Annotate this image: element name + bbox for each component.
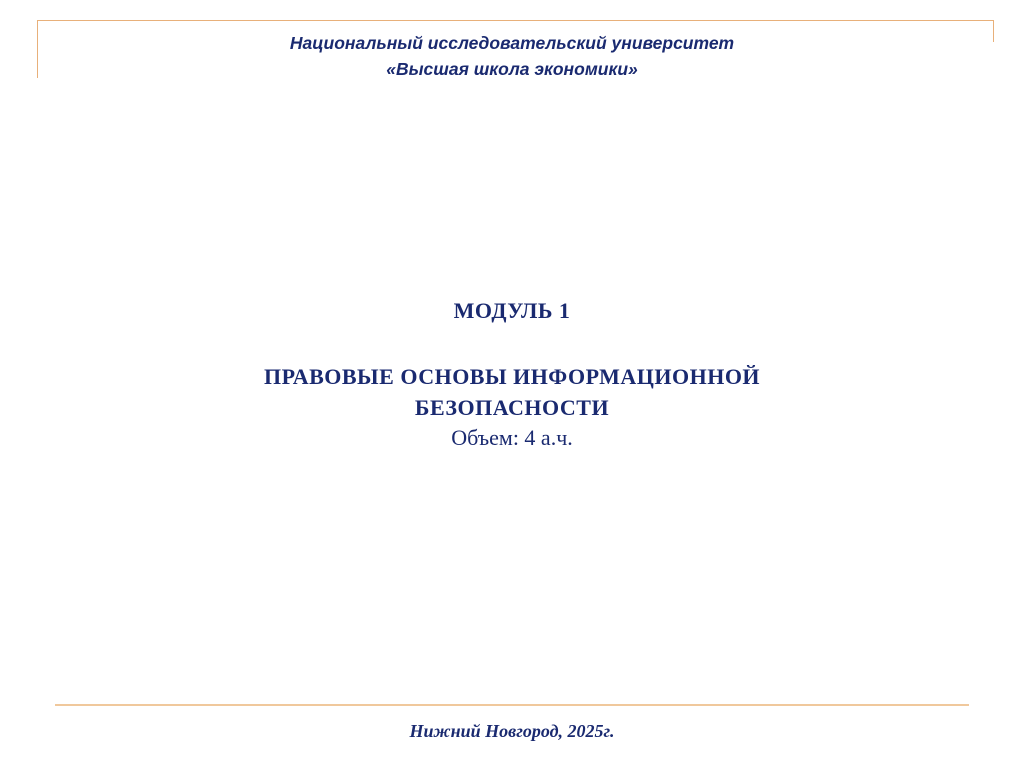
slide-main-content	[0, 297, 1024, 453]
module-number: МОДУЛЬ 1	[453, 298, 571, 323]
module-title-line-2: БЕЗОПАСНОСТИ	[414, 395, 610, 420]
location-date-footer: Нижний Новгород, 2025г.	[409, 721, 615, 741]
university-header	[0, 30, 1024, 82]
school-name: «Высшая школа экономики»	[386, 59, 638, 79]
course-volume: Объем: 4 а.ч.	[451, 425, 573, 450]
top-border-rule	[37, 20, 994, 21]
university-name: Национальный исследовательский университет	[289, 33, 735, 53]
spacer	[0, 325, 1024, 361]
module-title-line-1: ПРАВОВЫЕ ОСНОВЫ ИНФОРМАЦИОННОЙ	[263, 364, 761, 389]
bottom-border-rule	[55, 704, 969, 706]
